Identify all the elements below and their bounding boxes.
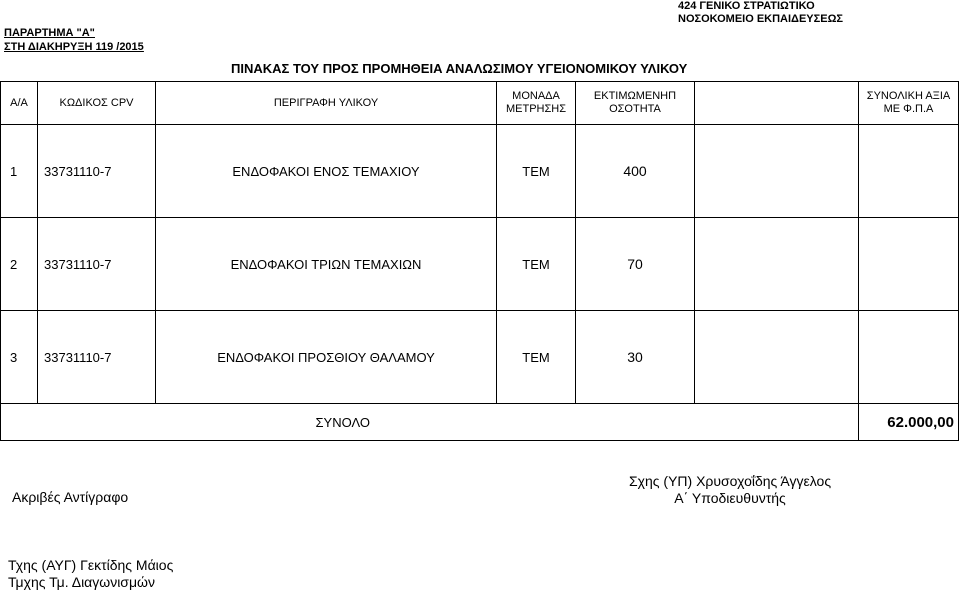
row-empty bbox=[695, 125, 859, 218]
row-value bbox=[859, 218, 959, 311]
header-quantity-line-1: ΕΚΤΙΜΩΜΕΝΗΠ bbox=[593, 90, 677, 102]
header-cpv: ΚΩΔΙΚΟΣ CPV bbox=[38, 82, 156, 125]
signatory-2-role: Τμχης Τμ. Διαγωνισμών bbox=[8, 574, 155, 590]
organization-line-1: 424 ΓΕΝΙΚΟ ΣΤΡΑΤΙΩΤΙΚΟ bbox=[678, 0, 815, 12]
signatory-2-name: Τχης (ΑΥΓ) Γεκτίδης Μάιος bbox=[8, 557, 174, 573]
row-unit: ΤΕΜ bbox=[497, 218, 576, 311]
annex-tender: ΣΤΗ ΔΙΑΚΗΡΥΞΗ 119 /2015 bbox=[4, 41, 144, 53]
total-row bbox=[1, 404, 959, 441]
header-total-value bbox=[859, 82, 959, 125]
signatory-1-role: Α΄ Υποδιευθυντής bbox=[674, 490, 786, 506]
header-value-line-2: ΜΕ Φ.Π.Α bbox=[883, 103, 934, 115]
total-label bbox=[1, 404, 859, 441]
row-quantity: 400 bbox=[576, 125, 695, 218]
organization-line-2: ΝΟΣΟΚΟΜΕΙΟ ΕΚΠΑΙΔΕΥΣΕΩΣ bbox=[678, 13, 843, 25]
signatory-deputy-director bbox=[629, 473, 831, 507]
total-label-text: ΣΥΝΟΛΟ bbox=[315, 414, 370, 430]
header-empty bbox=[695, 82, 859, 125]
table-row bbox=[1, 218, 959, 311]
row-unit: ΤΕΜ bbox=[497, 125, 576, 218]
header-unit bbox=[497, 82, 576, 125]
table-row bbox=[1, 311, 959, 404]
row-value bbox=[859, 125, 959, 218]
row-num: 3 bbox=[1, 311, 38, 404]
signatory-tenders-section bbox=[8, 557, 173, 591]
table-row bbox=[1, 125, 959, 218]
header-num: Α/Α bbox=[1, 82, 38, 125]
row-cpv: 33731110-7 bbox=[38, 125, 156, 218]
row-description: ΕΝΔΟΦΑΚΟΙ ΕΝΟΣ ΤΕΜΑΧΙΟΥ bbox=[156, 125, 497, 218]
header-unit-line-1: ΜΟΝΑΔΑ bbox=[512, 90, 560, 102]
organization-header bbox=[678, 0, 843, 26]
row-cpv: 33731110-7 bbox=[38, 218, 156, 311]
header-quantity-line-2: ΟΣΟΤΗΤΑ bbox=[609, 103, 661, 115]
header-value-line-1: ΣΥΝΟΛΙΚΗ ΑΞΙΑ bbox=[866, 90, 951, 102]
row-description: ΕΝΔΟΦΑΚΟΙ ΠΡΟΣΘΙΟΥ ΘΑΛΑΜΟΥ bbox=[156, 311, 497, 404]
row-unit: ΤΕΜ bbox=[497, 311, 576, 404]
true-copy-label: Ακριβές Αντίγραφο bbox=[12, 489, 129, 505]
materials-table bbox=[0, 81, 959, 441]
annex-title: ΠΑΡΑΡΤΗΜΑ "Α" bbox=[4, 27, 95, 39]
row-value bbox=[859, 311, 959, 404]
row-num: 1 bbox=[1, 125, 38, 218]
table-header-row bbox=[1, 82, 959, 125]
row-empty bbox=[695, 311, 859, 404]
row-quantity: 30 bbox=[576, 311, 695, 404]
header-description: ΠΕΡΙΓΡΑΦΗ ΥΛΙΚΟΥ bbox=[156, 82, 497, 125]
header-quantity bbox=[576, 82, 695, 125]
row-empty bbox=[695, 218, 859, 311]
total-value: 62.000,00 bbox=[859, 404, 959, 441]
row-description: ΕΝΔΟΦΑΚΟΙ ΤΡΙΩΝ ΤΕΜΑΧΙΩΝ bbox=[156, 218, 497, 311]
row-cpv: 33731110-7 bbox=[38, 311, 156, 404]
row-quantity: 70 bbox=[576, 218, 695, 311]
header-unit-line-2: ΜΕΤΡΗΣΗΣ bbox=[505, 103, 567, 115]
document-title: ΠΙΝΑΚΑΣ ΤΟΥ ΠΡΟΣ ΠΡΟΜΗΘΕΙΑ ΑΝΑΛΩΣΙΜΟΥ ΥΓΕΙΟΝΟΜΙΚΟΥ ΥΛΙΚΟΥ bbox=[231, 61, 688, 76]
signatory-1-name: Σχης (ΥΠ) Χρυσοχοΐδης Άγγελος bbox=[629, 473, 832, 489]
row-num: 2 bbox=[1, 218, 38, 311]
annex-reference bbox=[4, 26, 144, 54]
